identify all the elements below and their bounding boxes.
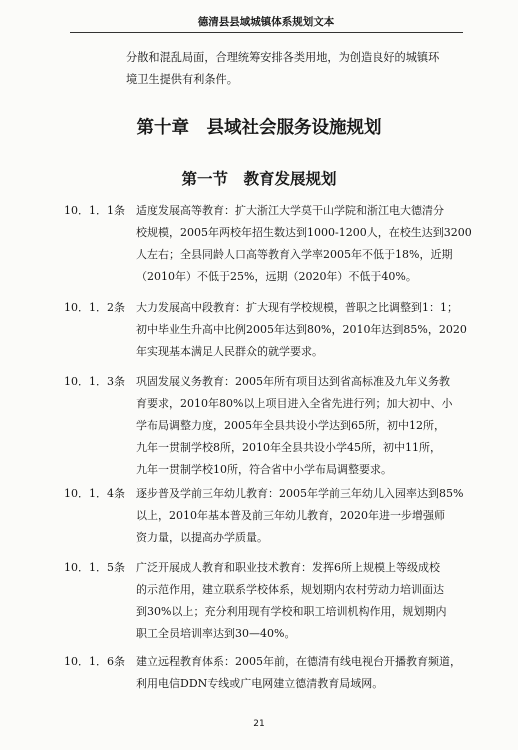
article-line: 育要求，2010年80%以上项目进入全省先进行列；加大初中、小: [136, 397, 453, 410]
article-line: 大力发展高中段教育：扩大现有学校规模，普职之比调整到1：1；: [136, 301, 458, 314]
article-line: （2010年）不低于25%，远期（2020年）不低于40%。: [136, 270, 417, 283]
article-body: [136, 483, 464, 549]
page-number: 21: [253, 719, 265, 729]
article-number: 10．1．6条: [64, 655, 125, 668]
article-number: 10．1．1条: [64, 204, 125, 217]
article-line: 到30%以上；充分利用现有学校和职工培训机构作用，规划期内: [136, 605, 447, 618]
article-line: 九年一贯制学校8所，2010年全县共设小学45所，初中11所，: [136, 441, 441, 454]
intro-paragraph: [126, 47, 452, 91]
article-line: 初中毕业生升高中比例2005年达到80%，2010年达到85%，2020: [136, 323, 467, 336]
article-number: 10．1．2条: [64, 301, 125, 314]
article-line: 以上，2010年基本普及前三年幼儿教育，2020年进一步增强师: [136, 509, 445, 522]
article-line: 利用电信DDN专线或广电网建立德清教育局域网。: [136, 677, 384, 690]
article-number: 10．1．3条: [64, 375, 125, 388]
intro-line: 境卫生提供有利条件。: [126, 73, 238, 86]
article-line: 年实现基本满足人民群众的就学要求。: [136, 345, 323, 358]
article-body: [136, 371, 458, 481]
article-line: 学布局调整力度，2005年全县共设小学达到65所，初中12所，: [136, 419, 445, 432]
article-line: 职工全员培训率达到30—40%。: [136, 627, 296, 640]
article-body: [136, 200, 472, 288]
article-line: 建立远程教育体系：2005年前，在德清有线电视台开播教育频道，: [136, 655, 461, 668]
article-body: [136, 297, 467, 363]
article-line: 巩固发展义务教育：2005年所有项目达到省高标准及九年义务教: [136, 375, 450, 388]
article-body: [136, 557, 458, 645]
intro-line: 分散和混乱局面，合理统筹安排各类用地，为创造良好的城镇环: [126, 51, 440, 64]
article-number: 10．1．5条: [64, 561, 125, 574]
article-line: 人左右；全县同龄人口高等教育入学率2005年不低于18%，近期: [136, 248, 453, 261]
article-line: 资力量，以提高办学质量。: [136, 531, 268, 544]
article-line: 适度发展高等教育：扩大浙江大学莫干山学院和浙江电大德清分: [136, 204, 444, 217]
article-number: 10．1．4条: [64, 487, 125, 500]
article-line: 广泛开展成人教育和职业技术教育：发挥6所上规模上等级成校: [136, 561, 440, 574]
header-rule: [70, 32, 463, 33]
article-line: 逐步普及学前三年幼儿教育：2005年学前三年幼儿入园率达到85%: [136, 487, 464, 500]
chapter-title: 第十章 县域社会服务设施规划: [136, 118, 382, 138]
article-body: [136, 651, 461, 695]
article-line: 校规模，2005年两校年招生数达到1000-1200人，在校生达到3200: [136, 226, 472, 239]
article-line: 的示范作用，建立联系学校体系，规划期内农村劳动力培训面达: [136, 583, 444, 596]
article-line: 九年一贯制学校10所，符合省中小学布局调整要求。: [136, 463, 392, 476]
section-title: 第一节 教育发展规划: [181, 170, 337, 188]
running-header: 德清县县域城镇体系规划文本: [197, 16, 335, 28]
